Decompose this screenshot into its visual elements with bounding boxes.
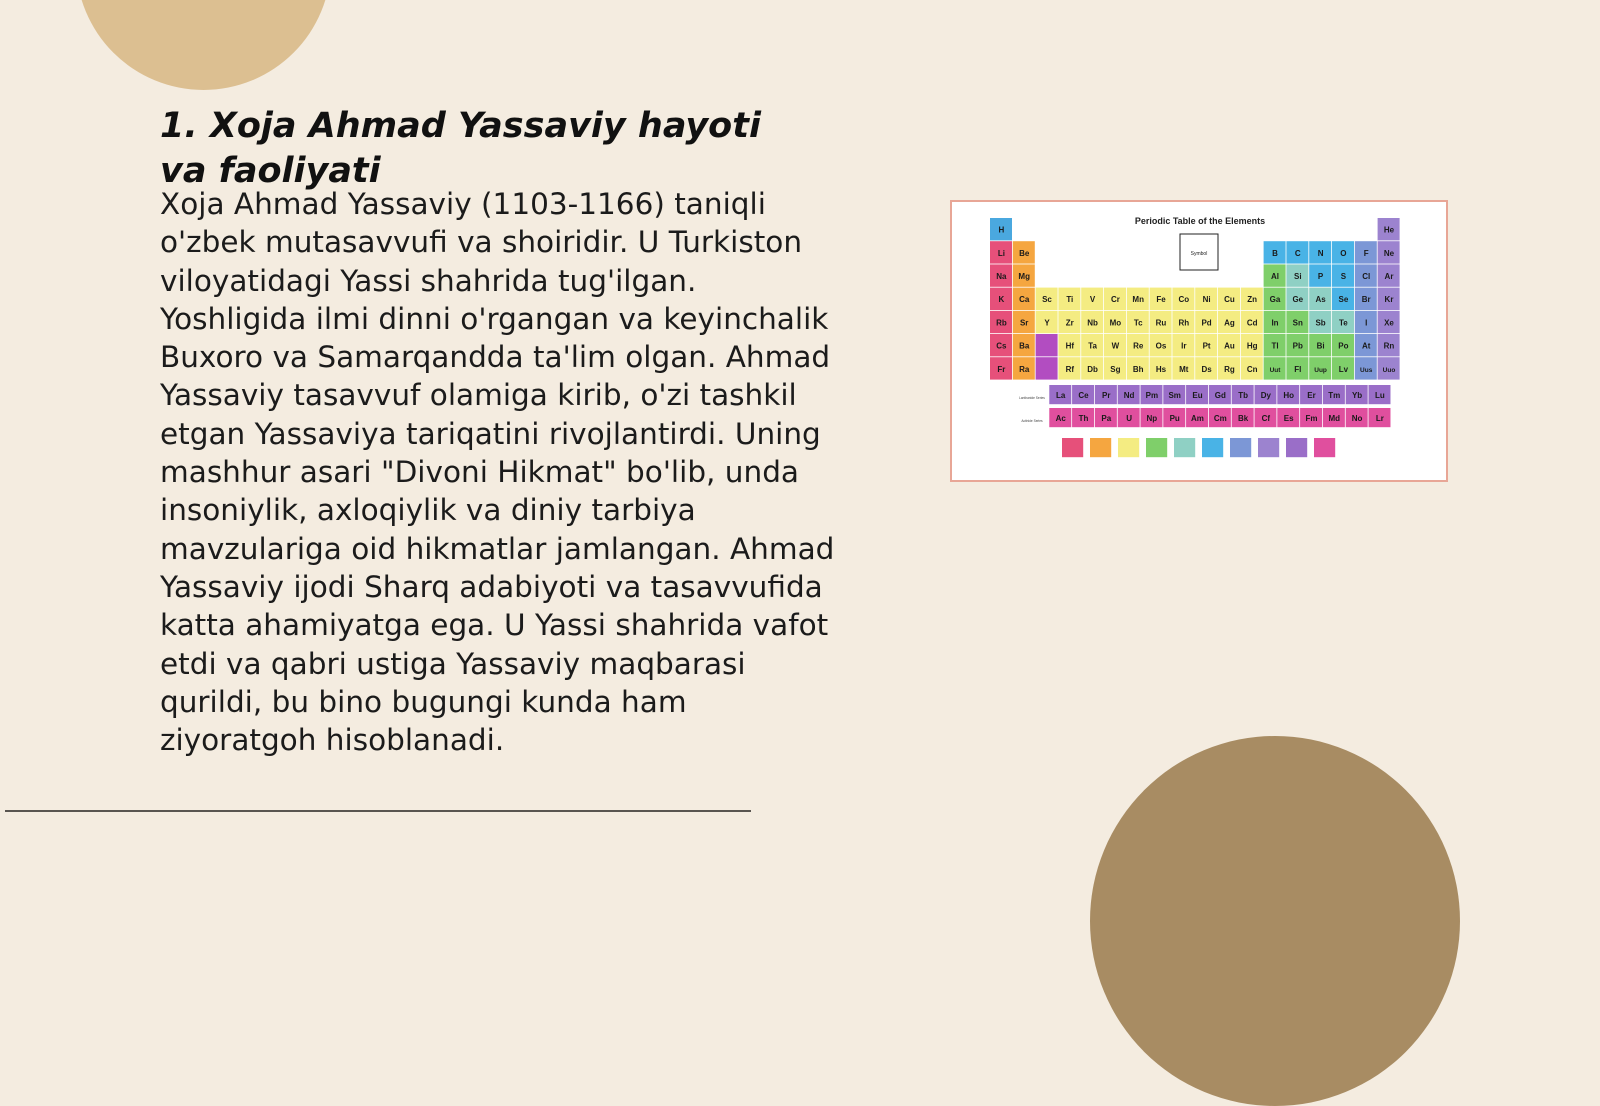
element-symbol: In	[1271, 318, 1279, 328]
element-symbol: Sg	[1110, 364, 1121, 374]
periodic-table-title: Periodic Table of the Elements	[1134, 216, 1266, 226]
element-symbol: Y	[1044, 318, 1050, 328]
element-symbol: Tc	[1133, 318, 1143, 328]
element-symbol: Rb	[996, 318, 1007, 328]
element-symbol: Ca	[1019, 295, 1030, 305]
element-symbol: Mt	[1179, 364, 1189, 374]
element-symbol: Cd	[1246, 318, 1258, 328]
element-symbol: Tm	[1328, 391, 1341, 400]
element-symbol: V	[1089, 295, 1096, 305]
element-symbol: Cf	[1261, 414, 1271, 423]
legend-swatch	[1230, 438, 1251, 457]
element-symbol: La	[1056, 391, 1066, 400]
element-symbol: Rh	[1178, 318, 1190, 328]
legend-swatch	[1286, 438, 1307, 457]
element-symbol: Rg	[1224, 364, 1235, 374]
legend-key-box	[1180, 234, 1218, 270]
element-symbol: Lv	[1338, 364, 1349, 374]
element-symbol: Re	[1133, 341, 1144, 351]
element-symbol: Sr	[1019, 318, 1029, 328]
element-symbol: Yb	[1351, 391, 1363, 400]
element-symbol: No	[1351, 414, 1363, 423]
element-symbol: Pt	[1202, 341, 1211, 351]
element-symbol: Cl	[1362, 272, 1371, 281]
element-symbol: Na	[996, 272, 1007, 281]
element-symbol: Fr	[997, 364, 1006, 374]
element-symbol: Be	[1019, 248, 1030, 258]
element-symbol: Cs	[996, 341, 1007, 351]
element-symbol: W	[1111, 341, 1120, 351]
element-symbol: Ag	[1224, 318, 1235, 328]
element-symbol: Es	[1283, 414, 1294, 423]
element-symbol: Nd	[1123, 391, 1135, 400]
legend-swatch	[1174, 438, 1195, 457]
element-symbol: Xe	[1384, 318, 1394, 328]
legend-swatch	[1202, 438, 1223, 457]
element-symbol: Th	[1078, 414, 1089, 423]
legend-swatch	[1062, 438, 1083, 457]
element-symbol: Cr	[1110, 295, 1120, 305]
element-symbol: K	[998, 295, 1005, 305]
element-symbol: H	[998, 225, 1005, 235]
element-symbol: Se	[1338, 295, 1349, 305]
element-symbol: Lr	[1375, 414, 1384, 423]
legend-swatch	[1118, 438, 1139, 457]
element-symbol: Dy	[1260, 391, 1271, 400]
element-symbol: P	[1317, 272, 1324, 281]
element-symbol: U	[1126, 414, 1132, 423]
element-symbol: Mn	[1132, 295, 1144, 305]
element-symbol: Ga	[1269, 295, 1281, 305]
element-symbol: I	[1365, 318, 1368, 328]
element-symbol: Mo	[1109, 318, 1122, 328]
legend-swatch	[1090, 438, 1111, 457]
divider-line	[5, 810, 751, 812]
element-symbol: Lu	[1374, 391, 1385, 400]
periodic-table-svg	[952, 202, 1446, 480]
element-symbol: He	[1383, 225, 1395, 235]
element-symbol: Br	[1361, 295, 1371, 305]
element-symbol: Po	[1338, 341, 1349, 351]
element-symbol: Ds	[1201, 364, 1212, 374]
element-symbol: Md	[1328, 414, 1341, 423]
element-symbol: Ge	[1292, 295, 1304, 305]
element-symbol: Bi	[1316, 341, 1325, 351]
element-symbol: Db	[1087, 364, 1098, 374]
element-symbol: Bk	[1237, 414, 1249, 423]
element-symbol: Pm	[1145, 391, 1159, 400]
lanthanide-series-label: Lanthanide Series	[1019, 396, 1045, 400]
element-symbol: Ba	[1019, 341, 1030, 351]
element-symbol: Ta	[1088, 341, 1097, 351]
element-symbol: Al	[1271, 272, 1279, 281]
decorative-circle-bottom	[1090, 736, 1460, 1106]
slide-body-text: Xoja Ahmad Yassaviy (1103-1166) taniqli o'zbek mutasavvufi va shoiridir. U Turkiston viloyatidagi Yassi shahrida tug'ilgan. Yoshligida ilmi dinni o'rgangan va keyinchalik Buxoro va Samarqandda ta'lim olgan. Ahmad Yassaviy tasavvuf olamiga kirib, o'zi tashkil etgan Yassaviya tariqatini rivojlantirdi. Uning mashhur asari "Divoni Hikmat" bo'lib, unda insoniylik, axloqiylik va diniy tarbiya mavzulariga oid hikmatlar jamlangan. Ahmad Yassaviy ijodi Sharq adabiyoti va tasavvufida katta ahamiyatga ega. U Yassi shahrida vafot etdi va qabri ustiga Yassaviy maqbarasi qurildi, bu bino bugungi kunda ham ziyoratgoh hisoblanadi.	[160, 187, 835, 758]
element-symbol: At	[1361, 341, 1371, 351]
legend-swatch	[1258, 438, 1279, 457]
series-placeholder-cell	[1036, 334, 1058, 356]
element-symbol: Li	[997, 248, 1005, 258]
element-symbol: Si	[1294, 272, 1302, 281]
element-symbol: Zr	[1065, 318, 1074, 328]
element-symbol: Zn	[1247, 295, 1258, 305]
element-symbol: Np	[1146, 414, 1158, 423]
legend-key-label: Symbol	[1190, 251, 1208, 257]
element-symbol: Co	[1178, 295, 1190, 305]
legend-swatch	[1146, 438, 1167, 457]
slide-title: 1. Xoja Ahmad Yassaviy hayoti va faoliyati	[160, 106, 761, 191]
element-symbol: Ac	[1055, 414, 1066, 423]
element-symbol: Ti	[1066, 295, 1074, 305]
element-symbol: Ir	[1181, 341, 1187, 351]
element-symbol: Ra	[1019, 364, 1030, 374]
decorative-circle-top	[76, 0, 331, 90]
element-symbol: Gd	[1214, 391, 1226, 400]
element-symbol: Tb	[1238, 391, 1248, 400]
element-symbol: Uuo	[1382, 366, 1396, 374]
element-symbol: Pr	[1102, 391, 1111, 400]
element-symbol: Cu	[1224, 295, 1235, 305]
element-symbol: Mg	[1018, 272, 1030, 281]
element-symbol: Te	[1339, 318, 1348, 328]
element-symbol: Sn	[1292, 318, 1303, 328]
element-symbol: Os	[1155, 341, 1167, 351]
element-symbol: Pd	[1201, 318, 1212, 328]
element-symbol: Uut	[1269, 366, 1281, 374]
element-symbol: Am	[1191, 414, 1204, 423]
element-symbol: Fm	[1305, 414, 1318, 423]
element-symbol: F	[1363, 248, 1369, 258]
element-symbol: Pu	[1169, 414, 1180, 423]
element-symbol: Cm	[1213, 414, 1227, 423]
series-placeholder-cell	[1036, 357, 1058, 379]
element-symbol: Er	[1307, 391, 1316, 400]
element-symbol: B	[1272, 248, 1278, 258]
element-symbol: Ne	[1383, 248, 1395, 258]
element-symbol: Uup	[1314, 366, 1327, 374]
element-symbol: Cn	[1246, 364, 1258, 374]
actinide-series-label: Actinide Series	[1021, 419, 1043, 423]
element-symbol: Uus	[1360, 366, 1373, 374]
element-symbol: Fl	[1294, 364, 1302, 374]
element-symbol: Ar	[1384, 272, 1394, 281]
periodic-table-image	[950, 200, 1448, 482]
element-symbol: As	[1315, 295, 1326, 305]
element-symbol: Hf	[1065, 341, 1075, 351]
element-symbol: Au	[1224, 341, 1235, 351]
element-symbol: S	[1340, 272, 1347, 281]
element-symbol: C	[1294, 248, 1301, 258]
element-symbol: Nb	[1087, 318, 1098, 328]
element-symbol: Hg	[1246, 341, 1258, 351]
element-symbol: Bh	[1132, 364, 1144, 374]
element-symbol: Ni	[1202, 295, 1211, 305]
element-symbol: Hs	[1155, 364, 1167, 374]
element-symbol: Sm	[1168, 391, 1181, 400]
legend-swatch	[1314, 438, 1335, 457]
element-symbol: Eu	[1192, 391, 1203, 400]
element-symbol: Ce	[1078, 391, 1089, 400]
element-symbol: Pb	[1292, 341, 1303, 351]
element-symbol: Rn	[1383, 341, 1395, 351]
element-symbol: Tl	[1271, 341, 1279, 351]
element-symbol: N	[1317, 248, 1324, 258]
element-symbol: Ru	[1155, 318, 1167, 328]
element-symbol: Kr	[1384, 295, 1394, 305]
element-symbol: Fe	[1156, 295, 1166, 305]
element-symbol: Rf	[1065, 364, 1075, 374]
element-symbol: O	[1340, 248, 1347, 258]
element-symbol: Sc	[1042, 295, 1052, 305]
element-symbol: Pa	[1101, 414, 1112, 423]
element-symbol: Ho	[1283, 391, 1295, 400]
element-symbol: Sb	[1315, 318, 1326, 328]
